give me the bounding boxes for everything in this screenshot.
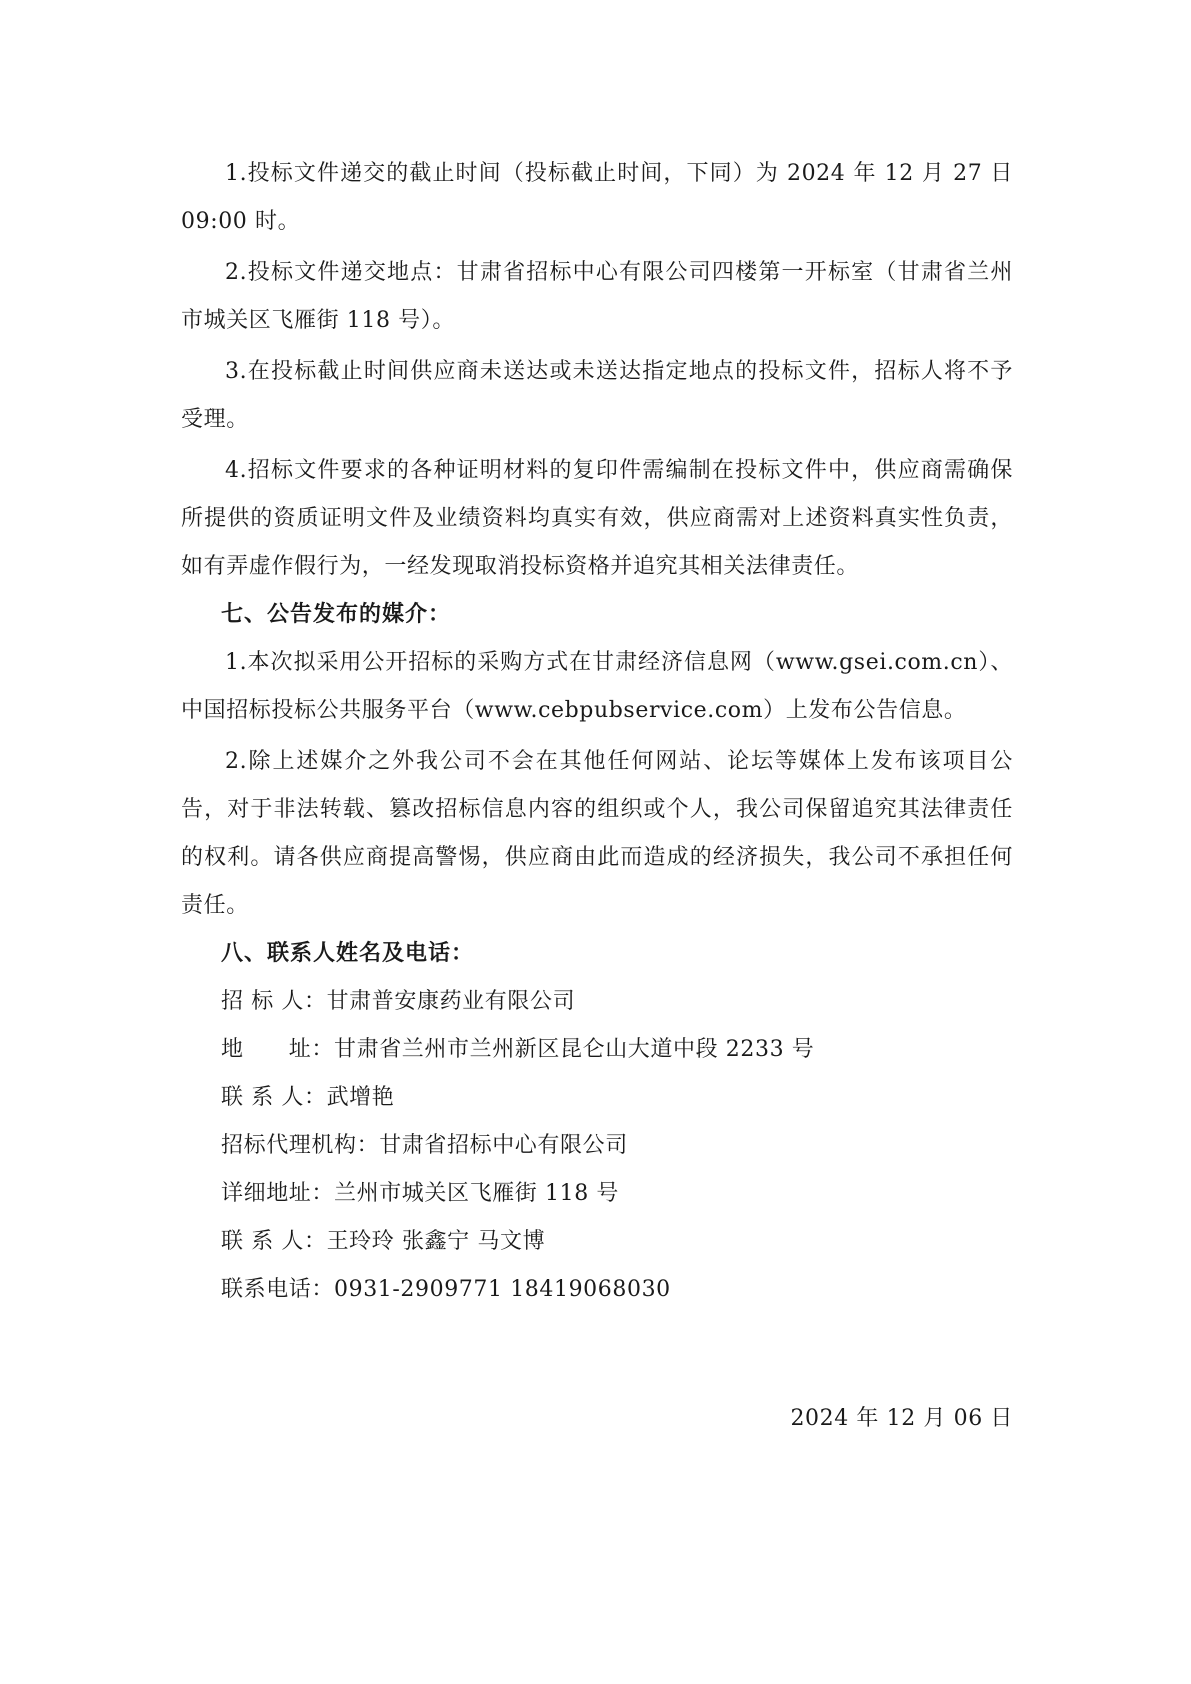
media-paragraph-1: 1.本次拟采用公开招标的采购方式在甘肃经济信息网（www.gsei.com.cn）、中国招标投标公共服务平台（www.cebpubservice.com）上发布公告信息。: [181, 650, 1013, 723]
tenderer-line: 招 标 人：甘肃普安康药业有限公司: [221, 989, 576, 1014]
agency-address-line: 详细地址：兰州市城关区飞雁街 118 号: [221, 1181, 619, 1206]
phone-line: 联系电话：0931-2909771 18419068030: [221, 1277, 671, 1302]
section-8-heading: 八、联系人姓名及电话：: [221, 941, 475, 966]
media-paragraph-2: 2.除上述媒介之外我公司不会在其他任何网站、论坛等媒体上发布该项目公告，对于非法转载、篡改招标信息内容的组织或个人，我公司保留追究其法律责任的权利。请各供应商提高警惕，供应商由此而造成的经济损失，我公司不承担任何责任。: [181, 749, 1013, 918]
document-date: 2024 年 12 月 06 日: [790, 1406, 1013, 1431]
late-submission-paragraph: 3.在投标截止时间供应商未送达或未送达指定地点的投标文件，招标人将不予受理。: [181, 359, 1013, 432]
tenderer-contact-line: 联 系 人：武增艳: [221, 1085, 395, 1110]
submission-location-paragraph: 2.投标文件递交地点：甘肃省招标中心有限公司四楼第一开标室（甘肃省兰州市城关区飞雁街 118 号）。: [181, 260, 1013, 333]
documents-requirement-paragraph: 4.招标文件要求的各种证明材料的复印件需编制在投标文件中，供应商需确保所提供的资质证明文件及业绩资料均真实有效，供应商需对上述资料真实性负责，如有弄虚作假行为，一经发现取消投标资格并追究其相关法律责任。: [181, 458, 1013, 579]
deadline-paragraph: 1.投标文件递交的截止时间（投标截止时间，下同）为 2024 年 12 月 27 日 09:00 时。: [181, 161, 1013, 234]
agency-contact-line: 联 系 人：王玲玲 张鑫宁 马文博: [221, 1229, 546, 1254]
section-7-heading: 七、公告发布的媒介：: [221, 602, 452, 627]
agency-line: 招标代理机构：甘肃省招标中心有限公司: [221, 1133, 628, 1158]
document-body: [181, 150, 1013, 1314]
tenderer-address-line: 地 址：甘肃省兰州市兰州新区昆仑山大道中段 2233 号: [221, 1037, 815, 1062]
